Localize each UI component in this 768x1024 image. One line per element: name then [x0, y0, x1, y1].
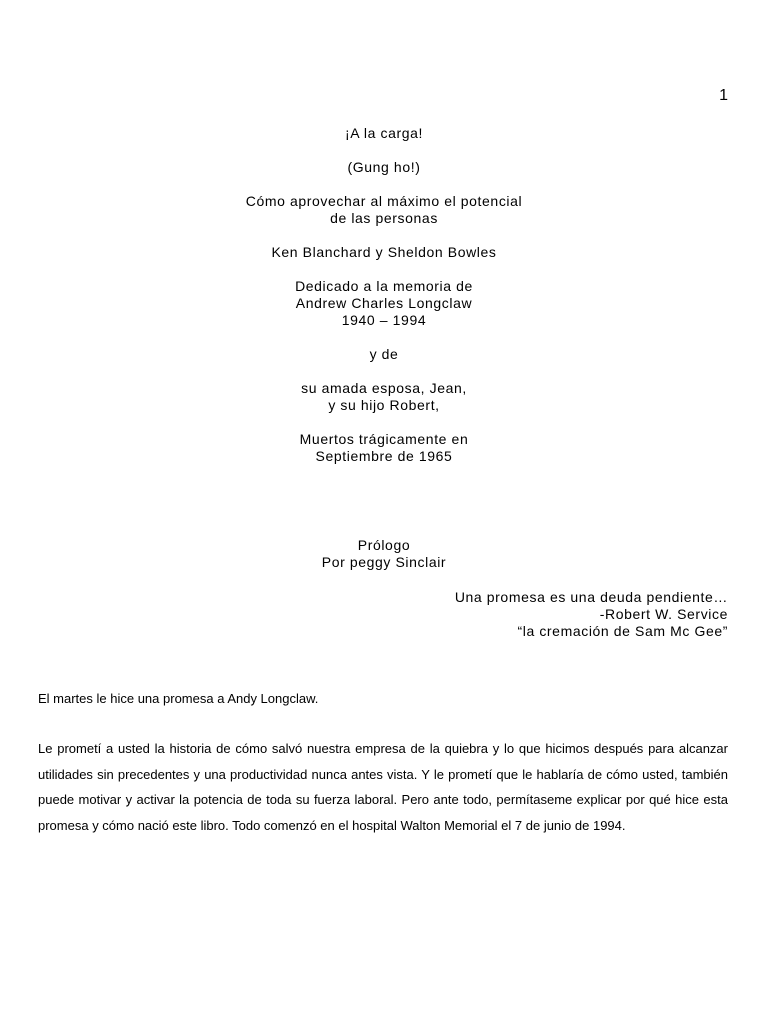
family-line: y su hijo Robert,	[328, 397, 440, 413]
body-paragraph: El martes le hice una promesa a Andy Longclaw.	[38, 691, 319, 706]
prologue-author: Por peggy Sinclair	[321, 554, 447, 570]
page-number: 1	[719, 87, 728, 104]
subtitle-line: de las personas	[330, 210, 438, 226]
epigraph-quote: Una promesa es una deuda pendiente…	[454, 589, 728, 605]
authors-block	[0, 244, 768, 261]
book-title-block	[0, 125, 768, 142]
front-matter	[0, 125, 768, 482]
subtitle-block	[0, 193, 768, 227]
subtitle-line: Cómo aprovechar al máximo el potencial	[245, 193, 523, 209]
prologue-heading: Prólogo	[357, 537, 411, 553]
dedication-line: Dedicado a la memoria de	[295, 278, 473, 294]
death-line: Septiembre de 1965	[315, 448, 453, 464]
family-line: su amada esposa, Jean,	[301, 380, 467, 396]
dedication-block	[0, 278, 768, 329]
dedication-line: Andrew Charles Longclaw	[295, 295, 473, 311]
and-of: y de	[369, 346, 399, 362]
death-block	[0, 431, 768, 465]
prologue-heading-block	[0, 537, 768, 571]
epigraph	[455, 589, 728, 640]
original-title: (Gung ho!)	[347, 159, 421, 175]
family-block	[0, 380, 768, 414]
body-paragraph: Le prometí a usted la historia de cómo salvó nuestra empresa de la quiebra y lo que hicimos después para alcanzar utilidades sin precedentes y una productividad nunca antes vista. Y le prometí que le hablaría de cómo usted, también puede motivar y activar la potencia de toda su fuerza laboral. Pero ante todo, permítaseme explicar por qué hice esta promesa y cómo nació este libro. Todo comenzó en el hospital Walton Memorial el 7 de junio de 1994.	[38, 741, 728, 833]
epigraph-source: “la cremación de Sam Mc Gee”	[517, 623, 728, 639]
authors: Ken Blanchard y Sheldon Bowles	[271, 244, 497, 260]
death-line: Muertos trágicamente en	[299, 431, 469, 447]
dedication-line: 1940 – 1994	[341, 312, 427, 328]
book-title: ¡A la carga!	[344, 125, 423, 141]
original-title-block	[0, 159, 768, 176]
and-of-block	[0, 346, 768, 363]
epigraph-author: -Robert W. Service	[599, 606, 728, 622]
